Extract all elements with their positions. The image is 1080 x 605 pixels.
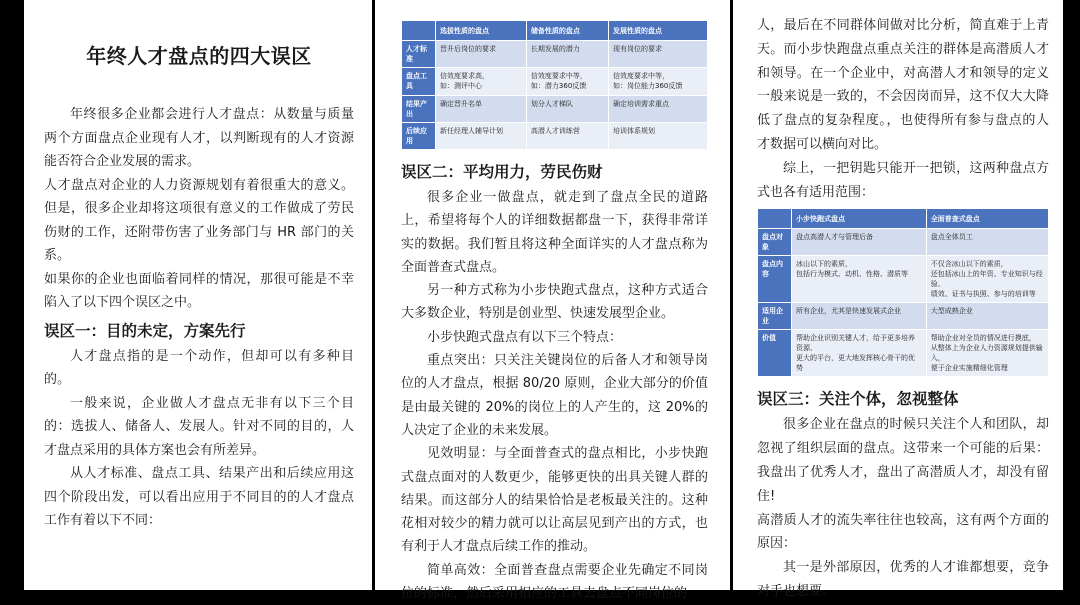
page-column-3 — [733, 0, 1063, 599]
table-cell: 盘点高潜人才与管理后备 — [792, 229, 927, 256]
table-cell: 划分人才梯队 — [526, 96, 608, 123]
table-cell: 帮助企业识别关键人才，给予更多培养资源、 更大的平台，更大地发挥核心骨干的优势 — [792, 330, 927, 377]
table-cell: 盘点全体员工 — [926, 229, 1048, 256]
table-row — [758, 330, 1049, 377]
table-header-cell — [758, 209, 792, 229]
table-cell: 大型成熟企业 — [926, 303, 1048, 330]
table-row — [402, 123, 708, 150]
section-heading: 误区二：平均用力，劳民伤财 — [401, 162, 603, 181]
table-cell: 信效度要求高， 如：测评中心 — [436, 68, 527, 96]
table-cell: 长期发展的潜力 — [526, 41, 608, 68]
paragraph: 人才盘点对企业的人力资源规划有着很重大的意义。但是，很多企业却将这项很有意义的工作做成了劳民伤财的工作，还附带伤害了业务部门与 HR 部门的关系。 — [44, 177, 354, 263]
page-column-1 — [24, 0, 372, 590]
table-header-row — [758, 209, 1049, 229]
paragraph: 高潜质人才的流失率往往也较高，这有两个方面的原因： — [757, 512, 1049, 552]
paragraph: 见效明显：与全面普查式的盘点相比，小步快跑式盘点面对的人数更少，能够更快的出具关键人群的结果。而这部分人的结果恰恰是老板最关注的。这种花相对较少的精力就可以让高层见到产出的方式，也有利于人才盘点后续工作的推动。 — [401, 446, 708, 555]
table-cell: 冰山以下的素质， 包括行为模式、动机、性格、潜质等 — [792, 256, 927, 303]
table-cell: 信效度要求中等， 如：岗位能力360反馈 — [609, 68, 708, 96]
table-cell: 晋升后岗位的要求 — [436, 41, 527, 68]
paragraph: 年终很多企业都会进行人才盘点：从数量与质量两个方面盘点企业现有人才，以判断现有的人才资源能否符合企业发展的需求。 — [44, 107, 354, 169]
paragraph: 综上，一把钥匙只能开一把锁，这两种盘点方式也各有适用范围： — [757, 160, 1049, 200]
comparison-table-purpose — [401, 20, 708, 150]
row-header-cell: 结果产出 — [402, 96, 436, 123]
section-heading: 误区三：关注个体，忽视整体 — [757, 389, 959, 409]
paragraph: 小步快跑式盘点有以下三个特点： — [427, 329, 623, 345]
table-header-cell: 选拔性质的盘点 — [436, 21, 527, 41]
table-header-cell: 储备性质的盘点 — [526, 21, 608, 41]
table-cell: 现有岗位的要求 — [609, 41, 708, 68]
row-header-cell: 后续应用 — [402, 123, 436, 150]
table-header-cell — [402, 21, 436, 41]
paragraph: 很多企业一做盘点，就走到了盘点全民的道路上，希望将每个人的详细数据都盘一下，获得非常详实的数据。我们暂且将这种全面详实的人才盘点称为全面普查式盘点。 — [401, 190, 708, 275]
table-cell: 高潜人才训练营 — [526, 123, 608, 150]
comparison-table-methods — [757, 208, 1049, 377]
table-header-cell: 全面普查式盘点 — [926, 209, 1048, 229]
paragraph: 简单高效：全面普查盘点需要企业先确定不同岗位的标准，然后采用相应的工具去盘点不同岗位的 — [401, 562, 708, 602]
paragraph: 从人才标准、盘点工具、结果产出和后续应用这四个阶段出发，可以看出应用于不同目的的人才盘点工作有着以下不同： — [44, 466, 354, 528]
table-row — [758, 256, 1049, 303]
table-cell: 培训体系规划 — [609, 123, 708, 150]
row-header-cell: 人才标准 — [402, 41, 436, 68]
row-header-cell: 盘点内容 — [758, 256, 792, 303]
table-row — [402, 96, 708, 123]
paragraph: 一般来说，企业做人才盘点无非有以下三个目的：选拔人、储备人、发展人。针对不同的目的，人才盘点采用的具体方案也会有所差异。 — [44, 395, 354, 458]
paragraph: 人才盘点指的是一个动作，但却可以有多种目的。 — [44, 348, 354, 387]
row-header-cell: 价值 — [758, 330, 792, 377]
paragraph: 其一是外部原因，优秀的人才谁都想要，竞争对手也想要。 — [757, 560, 1049, 599]
paragraph: 重点突出：只关注关键岗位的后备人才和领导岗位的人才盘点，根据 80/20 原则，企业大部分的价值是由最关键的 20%的岗位上的人产生的，这 20%的人决定了企业的未来发展。 — [401, 353, 708, 438]
page-column-2 — [375, 0, 730, 602]
table-header-row — [402, 21, 708, 41]
table-cell: 所有企业，尤其是快速发展式企业 — [792, 303, 927, 330]
row-header-cell: 适用企业 — [758, 303, 792, 330]
table-cell: 不仅含冰山以下的素质， 还包括冰山上的年资、专业知识与经验、 绩效、证书与执照、参与的培训等 — [926, 256, 1048, 303]
table-cell: 帮助企业对全员的情况进行摸底， 从整体上为企业人力资源规划提供输入， 便于企业实施精细化管理 — [926, 330, 1048, 377]
table-cell: 确定晋升名单 — [436, 96, 527, 123]
table-header-cell: 发展性质的盘点 — [609, 21, 708, 41]
paragraph: 人，最后在不同群体间做对比分析，简直难于上青天。而小步快跑盘点重点关注的群体是高潜质人才和领导。在一个企业中，对高潜人才和领导的定义一般来说是一致的，不会因岗而异，这不仅大大降低了盘点的复杂程度。，也使得所有参与盘点的人才数据可以横向对比。 — [757, 18, 1049, 152]
table-cell: 信效度要求中等， 如：潜力360反馈 — [526, 68, 608, 96]
table-header-cell: 小步快跑式盘点 — [792, 209, 927, 229]
paragraph: 另一种方式称为小步快跑式盘点，这种方式适合大多数企业，特别是创业型、快速发展型企业。 — [401, 283, 708, 322]
paragraph: 如果你的企业也面临着同样的情况，那很可能是不幸陷入了以下四个误区之中。 — [44, 271, 354, 310]
row-header-cell: 盘点工具 — [402, 68, 436, 96]
table-row — [402, 41, 708, 68]
table-row — [758, 229, 1049, 256]
row-header-cell: 盘点对象 — [758, 229, 792, 256]
table-row — [758, 303, 1049, 330]
table-cell: 新任经理人辅导计划 — [436, 123, 527, 150]
table-cell: 确定培训需求重点 — [609, 96, 708, 123]
section-heading: 误区一：目的未定，方案先行 — [44, 320, 246, 340]
paragraph: 很多企业在盘点的时候只关注个人和团队，却忽视了组织层面的盘点。这带来一个可能的后果：我盘出了优秀人才，盘出了高潜质人才，却没有留住! — [757, 417, 1049, 504]
table-row — [402, 68, 708, 96]
article-title: 年终人才盘点的四大误区 — [86, 44, 312, 68]
